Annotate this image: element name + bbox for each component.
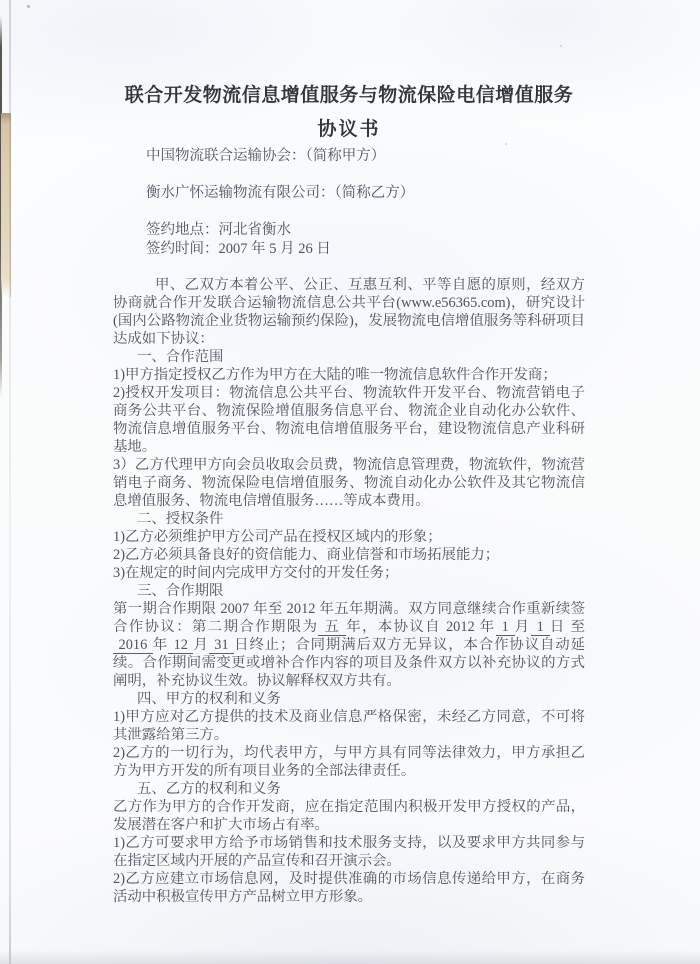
document-title: 联合开发物流信息增值服务与物流保险电信增值服务 <box>124 85 574 106</box>
document-content <box>113 0 585 906</box>
filled-blank: 1 <box>496 619 514 635</box>
body-paragraph: 乙方作为甲方的合作开发商，应在指定范围内积极开发甲方授权的产品，发展潜在客户和扩大市场占有率。 <box>113 799 585 833</box>
text-segment: 日 至 <box>549 619 586 635</box>
document-subtitle: 协议书 <box>317 119 381 140</box>
section-heading: 一、合作范围 <box>137 349 224 365</box>
body-paragraph: 甲、乙双方本着公平、公正、互惠互利、平等自愿的原则，经双方协商就合作开发联合运输物流信息公共平台(www.e56365.com)，研究设计(国内公路物流企业货物运输预约保险)，发展物流电信增值服务等科研项目达成如下协议： <box>113 277 585 347</box>
filled-blank: 2016 <box>114 637 152 653</box>
document-meta <box>146 147 585 259</box>
text-segment: 月 <box>193 637 209 653</box>
text-segment: 年，本协议自 2012 年 <box>346 619 496 635</box>
text-segment: 年 <box>152 637 169 653</box>
sign-date-line: 签约时间：2007 年 5 月 26 日 <box>146 241 331 257</box>
text-segment: 第一期合作期限 2007 年至 2012 年五年期满。双方同意继续合作重新续签合作协议：第二期合作期限为 <box>113 601 585 635</box>
paper-crease-artifact <box>9 0 11 964</box>
section-heading: 三、合作期限 <box>137 583 224 599</box>
document-body <box>113 276 585 906</box>
section-heading: 二、授权条件 <box>137 511 224 527</box>
sign-place-line: 签约地点：河北省衡水 <box>146 222 291 238</box>
filled-blank: 12 <box>169 637 193 653</box>
body-paragraph: 1)乙方可要求甲方给予市场销售和技术服务支持，以及要求甲方共同参与在指定区域内开展的产品宣传和召开演示会。 <box>113 835 585 869</box>
party-a-line: 中国物流联合运输协会：（简称甲方） <box>146 148 386 164</box>
body-paragraph: 2)乙方的一切行为，均代表甲方，与甲方具有同等法律效力，甲方承担乙方为甲方开发的所有项目业务的全部法律责任。 <box>113 745 585 779</box>
body-paragraph: 2)授权开发项目：物流信息公共平台、物流软件开发平台、物流营销电子商务公共平台、物流保险增值服务信息平台、物流企业自动化办公软件、物流信息增值服务平台、物流电信增值服务平台，建设物流信息产业科研基地。 <box>113 385 585 455</box>
body-paragraph: 2)乙方必须具备良好的资信能力、商业信誉和市场拓展能力； <box>113 547 500 563</box>
text-segment: 日终止；合同期满后双方无异议，本合作协议自动延续。合作期间需变更或增补合作内容的项目及条件双方以补充协议的方式阐明，补充协议生效。协议解释权双方共有。 <box>113 637 585 689</box>
body-paragraph: 3)在规定的时间内完成甲方交付的开发任务； <box>113 565 399 581</box>
text-segment: 月 <box>514 619 531 635</box>
section-heading: 五、乙方的权利和义务 <box>137 781 281 797</box>
filled-blank: 31 <box>209 637 234 653</box>
scan-speck <box>27 5 30 8</box>
body-paragraph <box>113 600 585 690</box>
body-paragraph: 1)甲方应对乙方提供的技术及商业信息严格保密，未经乙方同意，不可将其泄露给第三方。 <box>113 709 585 743</box>
filled-blank: 五 <box>319 619 346 635</box>
scan-bottom-shadow <box>0 950 700 964</box>
party-b-line: 衡水广怀运输物流有限公司：（简称乙方） <box>146 185 415 201</box>
body-paragraph: 1)乙方必须维护甲方公司产品在授权区域内的形象； <box>113 529 442 545</box>
body-paragraph: 1)甲方指定授权乙方作为甲方在大陆的唯一物流信息软件合作开发商； <box>113 367 557 383</box>
section-heading: 四、甲方的权利和义务 <box>137 691 281 707</box>
body-paragraph: 2)乙方应建立市场信息网，及时提供准确的市场信息传递给甲方，在商务活动中积极宣传甲方产品树立甲方形象。 <box>113 871 585 905</box>
filled-blank: 1 <box>531 619 549 635</box>
body-paragraph: 3）乙方代理甲方向会员收取会员费，物流信息管理费，物流软件，物流营销电子商务、物流保险电信增值服务、物流自动化办公软件及其它物流信息增值服务、物流电信增值服务……等成本费用。 <box>113 457 585 509</box>
